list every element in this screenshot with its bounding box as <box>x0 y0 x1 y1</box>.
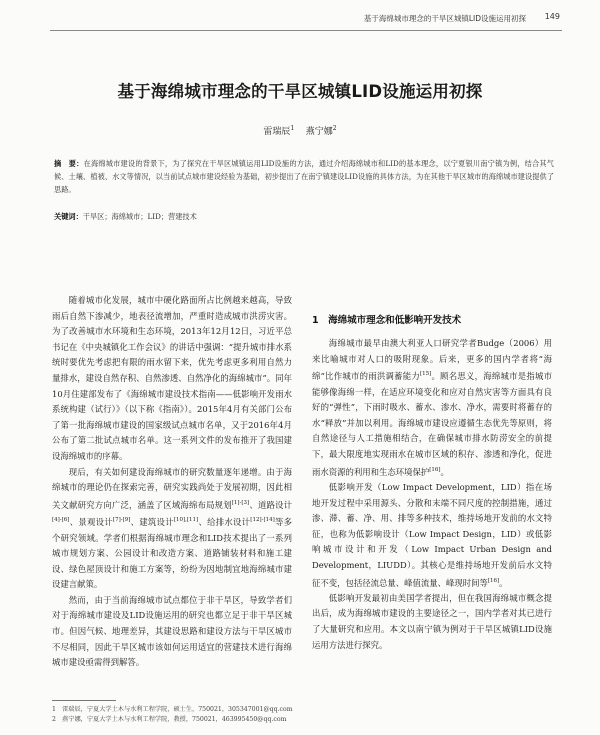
abstract <box>54 157 554 196</box>
citation: [16] <box>429 466 441 473</box>
text-run: 、建筑设计 <box>130 516 174 527</box>
paragraph: 低影响开发最初由美国学者提出，但在我国海绵城市概念提出后，成为海绵城市建设的主要途径之一，国内学者对其已进行了大量研究和应用。本文以南宁镇为例对于干旱区城镇LID设施运用方法进行探究。 <box>312 592 552 650</box>
header-rule <box>50 30 562 31</box>
footnotes <box>52 705 552 725</box>
author-name: 燕宁娜 <box>305 127 333 137</box>
abstract-text: 在海绵城市建设的背景下，为了探究在干旱区城镇运用LID设施的方法，通过介绍海绵城市和LID的基本理念，以宁夏银川南宁镇为例，结合其气候、土壤、植被、水文等情况，以当前试点城市建设经验为基础，初步提出了在南宁镇建设LID设施的具体方法，为在其他干旱区城市的海绵城市建设提供了思路。 <box>54 159 554 194</box>
citation: [12]-[14] <box>250 517 275 524</box>
text-run: 海绵城市最早由澳大利亚人口研究学者Budge（2006）用来比喻城市对人口的吸附现象。后来，更多的国内学者将“海绵”比作城市的雨洪调蓄能力 <box>312 338 552 381</box>
text-run: 、给排水设计 <box>198 516 251 527</box>
keywords-text: 干旱区；海绵城市；LID；营建技术 <box>82 212 197 221</box>
running-head: 基于海绵城市理念的干旱区城镇LID设施运用初探 <box>363 14 526 23</box>
footnote: 1 雷瑞辰，宁夏大学土木与水利工程学院，硕士生，750021，305347001@qq.com <box>52 706 293 713</box>
authors <box>0 124 600 137</box>
keywords <box>54 212 554 222</box>
text-run: 低影响开发（Low Impact Development，LID）指在场地开发过程中采用源头、分散和末端不同尺度的控制措施，通过渗、滞、蓄、净、用、排等多种技术，维持场地开发前的水文特征，也称为低影响设计（Low Impact Design，LID）或低影响城市设计和开发（Low Impact Urban Design and Development，LIUDD）。其核心是维持场地开发前后水文特征不变，包括径流总量、峰值流量、峰现时间等 <box>312 481 552 588</box>
footnote: 2 燕宁娜，宁夏大学土木与水利工程学院，教授，750021，463995450@qq.com <box>52 716 287 723</box>
citation: [15] <box>420 371 432 378</box>
citation: [1]-[3] <box>231 499 250 506</box>
text-run: 。 <box>499 577 508 588</box>
page-number: 149 <box>544 12 560 21</box>
author-affiliation-mark: 1 <box>290 125 295 132</box>
footnote-rule <box>52 700 116 701</box>
citation: [10],[11] <box>173 517 199 524</box>
citation: [4]-[6] <box>52 517 70 524</box>
author-affiliation-mark: 2 <box>332 125 337 132</box>
right-column <box>312 336 552 653</box>
paragraph <box>312 480 552 591</box>
text-run: 。 <box>440 466 449 477</box>
keywords-label: 关键词： <box>54 212 83 221</box>
abstract-label: 摘 要： <box>54 159 84 168</box>
paragraph: 随着城市化发展，城市中硬化路面所占比例越来越高，导致雨后自然下渗减少，地表径流增加，严重时造成城市洪涝灾害。为了改善城市水环境和生态环境，2013年12月12日，习近平总书记在《中央城镇化工作会议》的讲话中强调：“提升城市排水系统时要优先考虑把有限的雨水留下来，优先考虑更多利用自然力量排水，建设自然存积、自然渗透、自然净化的海绵城市”。同年10月住建部发布了《海绵城市建设技术指南——低影响开发雨水系统构建（试行）》（以下称《指南》）。2015年4月有关部门公布了第一批海绵城市建设的国家级试点城市名单，又于2016年4月公布了第二批试点城市名单。这一系列文件的发布推开了我国建设海绵城市的序幕。 <box>52 295 292 461</box>
page-header <box>0 0 600 36</box>
text-run: 等多个研究领域。学者们根据海绵城市理念和LID技术提出了一系列城市规划方案、公园设计和改造方案、道路铺装材料和施工建设、绿色屋顶设计和施工方案等，纷纷为因地制宜地海绵城市建设建言献策。 <box>52 516 293 590</box>
paper-title: 基于海绵城市理念的干旱区城镇LID设施运用初探 <box>117 82 483 101</box>
text-run: 。顾名思义，海绵城市是指城市能够像海绵一样，在适应环境变化和应对自然灾害等方面具有良好的“弹性”，下雨时吸水、蓄水、渗水、净水，需要时将蓄存的水“释放”并加以利用。海绵城市建设应遵循生态优先等原则，将自然途径与人工措施相结合，在确保城市排水防涝安全的前提下，最大限度地实现雨水在城市区域的积存、渗透和净化，促进雨水资源的利用和生态环境保护 <box>312 370 553 477</box>
left-column <box>52 293 292 671</box>
text-run: 、景观设计 <box>69 516 113 527</box>
citation: [16] <box>487 577 500 584</box>
text-run: 、道路设计 <box>249 499 293 510</box>
citation: [7]-[9] <box>112 517 131 524</box>
paragraph <box>312 336 552 480</box>
paragraph: 然而，由于当前海绵城市试点都位于非干旱区，导致学者们对于海绵城市建设及LID设施运用的研究也都立足于非干旱区城市。但因气候、地理差异，其建设思路和建设方法与干旱区城市不尽相同，因此干旱区城市该如何运用适宜的营建技术进行海绵城市建设亟需得到解答。 <box>52 594 292 668</box>
author-name: 雷瑞辰 <box>263 127 291 137</box>
text-run: 现后，有关如何建设海绵城市的研究数量逐年递增。由于海绵城市的理论仍在探索完善，研究实践尚处于发展初期，因此相关文献研究方向广泛，涵盖了区域海绵布局规划 <box>52 466 292 510</box>
paragraph <box>52 465 292 593</box>
section-heading: 1 海绵城市理念和低影响开发技术 <box>312 315 462 326</box>
